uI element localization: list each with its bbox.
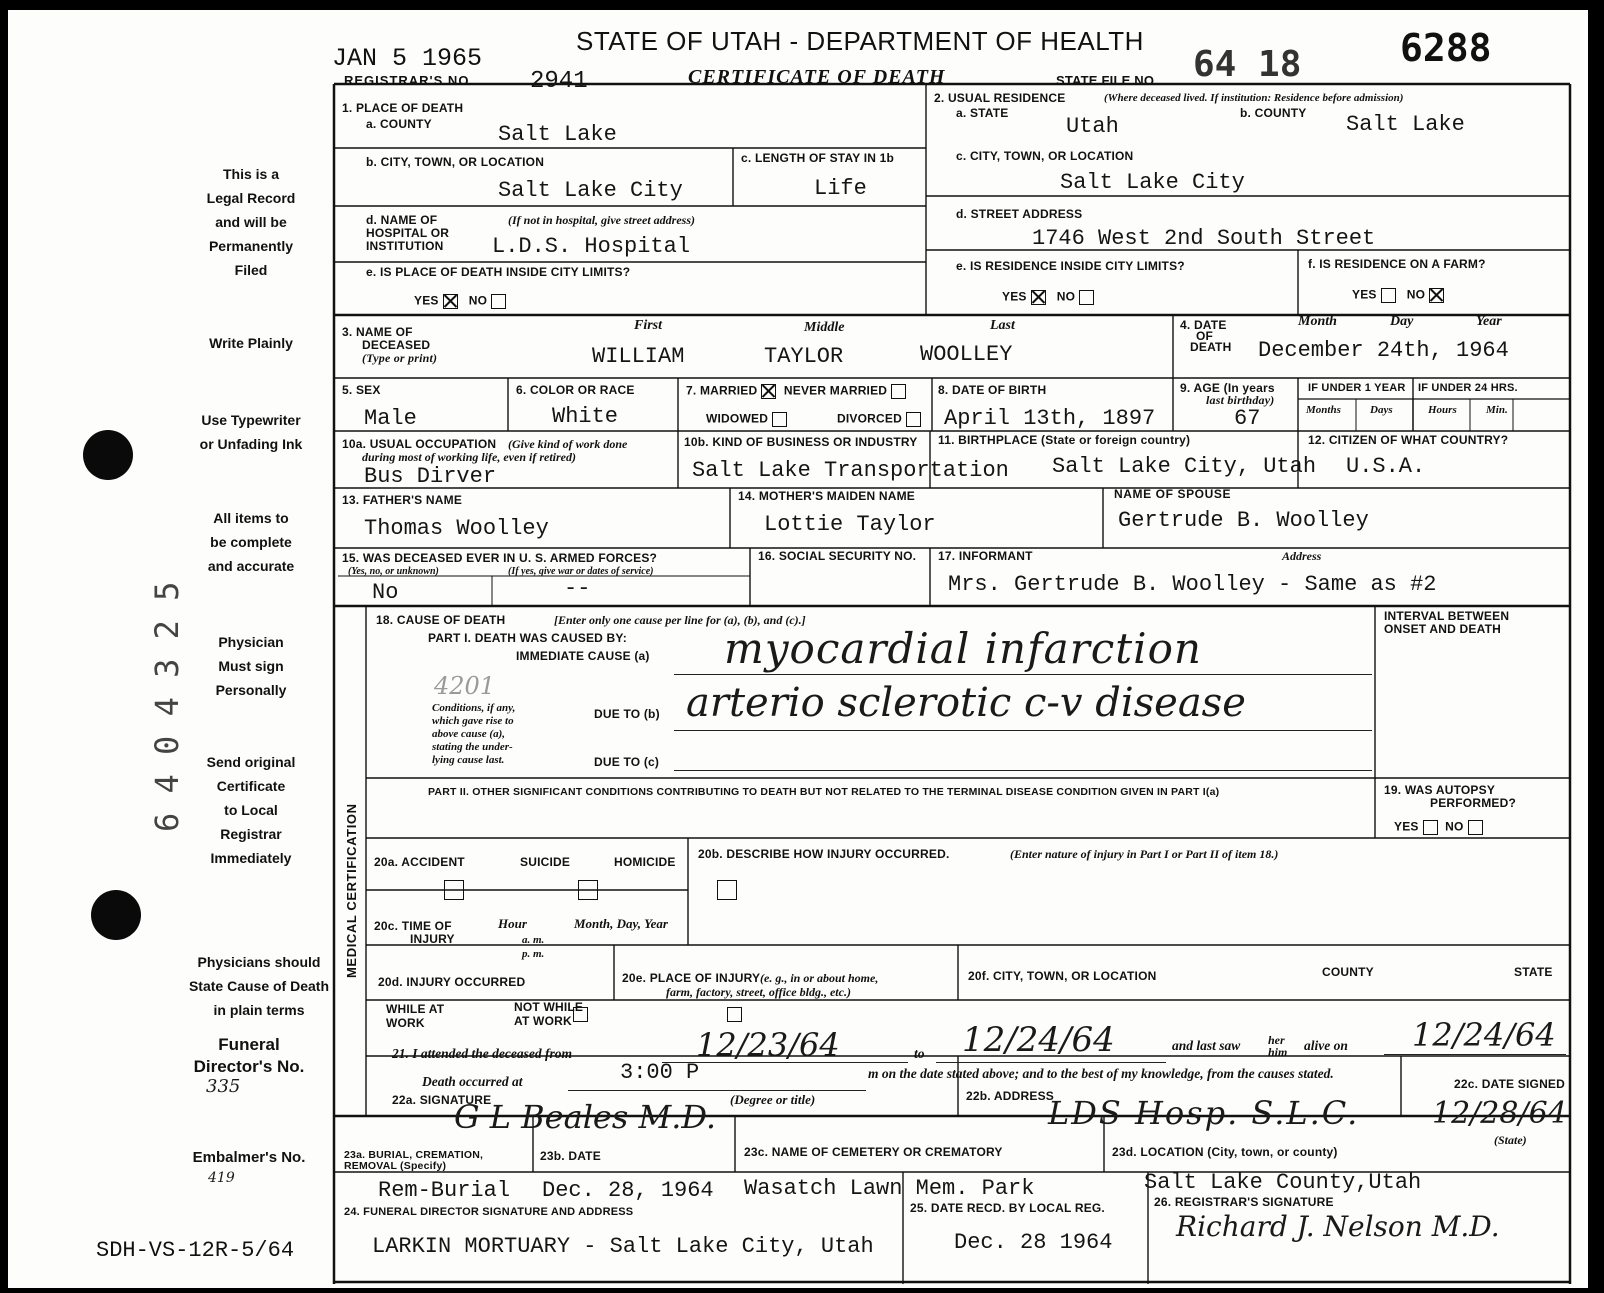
residence-city: Salt Lake City (1060, 170, 1245, 195)
yes-checkbox-checked[interactable] (443, 294, 458, 309)
yes-label: YES (414, 293, 439, 308)
date-signed: 12/28/64 (1432, 1096, 1567, 1131)
armed-forces-subgrid (334, 562, 754, 606)
residence-inside-city-label: e. IS RESIDENCE INSIDE CITY LIMITS? (956, 259, 1185, 273)
birthplace-label: 11. BIRTHPLACE (State or foreign country) (938, 433, 1191, 447)
cause-c-line (674, 770, 1372, 771)
last-seen-line (1384, 1054, 1566, 1055)
side-typewriter-line: Use Typewriter (201, 412, 301, 428)
form-number: SDH-VS-12R-5/64 (96, 1238, 295, 1263)
ssn-label: 16. SOCIAL SECURITY NO. (758, 549, 917, 563)
describe-injury-label: 20b. DESCRIBE HOW INJURY OCCURRED. (698, 847, 950, 861)
days-label: Days (1370, 404, 1393, 416)
immediate-cause-label: IMMEDIATE CAUSE (a) (516, 649, 650, 663)
residence-street-label: d. STREET ADDRESS (956, 207, 1083, 221)
suicide-label: SUICIDE (520, 855, 571, 869)
her-label: her (1268, 1033, 1285, 1047)
residence-city-label: c. CITY, TOWN, OR LOCATION (956, 149, 1134, 163)
side-cause-line: Physicians should (197, 954, 321, 970)
burial-label (344, 1150, 483, 1172)
interval-label-line: ONSET AND DEATH (1384, 622, 1501, 636)
widowed-label: WIDOWED (706, 411, 769, 426)
first-name: WILLIAM (592, 344, 685, 369)
side-note-send (176, 750, 326, 870)
sex-label: 5. SEX (342, 383, 381, 397)
armed-forces: No (372, 580, 399, 605)
yes-label: YES (1394, 819, 1419, 834)
side-note-write: Write Plainly (209, 335, 293, 351)
certificate-title: CERTIFICATE OF DEATH (688, 66, 946, 88)
cemetery-label: 23c. NAME OF CEMETERY OR CREMATORY (744, 1145, 1003, 1159)
yes-checkbox[interactable] (1423, 820, 1438, 835)
citizenship: U.S.A. (1346, 454, 1426, 479)
date-of-death-label-line: 4. DATE (1180, 318, 1227, 332)
date-received: Dec. 28 1964 (954, 1230, 1113, 1255)
interval-label-line: INTERVAL BETWEEN (1384, 609, 1510, 623)
never-married-label: NEVER MARRIED (783, 383, 888, 398)
side-complete-line: All items to (213, 510, 289, 526)
middle-name-label: Middle (804, 320, 845, 335)
mother-name: Lottie Taylor (764, 512, 936, 537)
attended-label: 21. I attended the deceased from (392, 1046, 572, 1061)
day-label: Day (1390, 314, 1414, 329)
cause-instruction: [Enter only one cause per line for (a), (b), and (c).] (554, 613, 806, 627)
conditions-line: lying cause last. (432, 754, 505, 766)
side-embalmer: Embalmer's No. (192, 1149, 306, 1166)
him-label: him (1268, 1045, 1288, 1059)
vertical-film-number: 6 4 0 4 3 2 5 (148, 581, 186, 832)
burial-date-label: 23b. DATE (540, 1149, 601, 1163)
hospital-label-line: HOSPITAL OR (366, 226, 450, 240)
death-city-label: b. CITY, TOWN, OR LOCATION (366, 155, 545, 169)
certificate-number: 6288 (1400, 26, 1492, 70)
married-label: 7. MARRIED (686, 383, 758, 398)
side-legal-line: Filed (234, 262, 268, 278)
occupation-note-2: during most of working life, even if retired) (362, 450, 576, 464)
cause-of-death-label: 18. CAUSE OF DEATH (376, 613, 506, 627)
part-1-label: PART I. DEATH WAS CAUSED BY: (428, 631, 627, 645)
time-of-injury-line: 20c. TIME OF (374, 919, 452, 933)
injury-occurred-label: 20d. INJURY OCCURRED (378, 975, 526, 989)
attestation-text: m on the date stated above; and to the best of my knowledge, from the causes stated. (868, 1066, 1334, 1081)
attended-to: 12/24/64 (962, 1020, 1115, 1060)
death-time: 3:00 P (620, 1060, 700, 1085)
deceased-name-label-line: (Type or print) (362, 351, 438, 365)
burial-location-label: 23d. LOCATION (City, town, or county) (1112, 1145, 1338, 1159)
burial-label-line: REMOVAL (Specify) (344, 1160, 447, 1172)
year-label: Year (1476, 314, 1502, 329)
death-time-line (568, 1090, 866, 1091)
under-24-hrs-label: IF UNDER 24 HRS. (1418, 382, 1518, 394)
deceased-name-label-line: DECEASED (362, 338, 431, 352)
side-complete-line: be complete (210, 534, 292, 550)
occupation-note-1: (Give kind of work done (508, 437, 628, 451)
no-checkbox-checked[interactable] (1429, 288, 1444, 303)
marital-status-row2 (706, 412, 925, 427)
funeral-director-label: 24. FUNERAL DIRECTOR SIGNATURE AND ADDRESS (344, 1206, 634, 1218)
no-label: NO (468, 293, 488, 308)
last-saw-label: and last saw (1172, 1038, 1241, 1053)
hospital-label (366, 214, 449, 253)
side-physician-line: Physician (218, 634, 284, 650)
yes-label: YES (1352, 287, 1377, 302)
conditions-note (432, 702, 515, 767)
month-label: Month (1298, 314, 1337, 329)
armed-forces-note: (Yes, no, or unknown) (348, 566, 439, 577)
mother-label: 14. MOTHER'S MAIDEN NAME (738, 489, 916, 503)
time-of-injury-line: INJURY (410, 932, 455, 946)
side-cause-line: in plain terms (213, 1002, 305, 1018)
state-file-label: STATE FILE NO. (1056, 73, 1158, 88)
hours-label: Hours (1428, 404, 1457, 416)
death-occurred-label: Death occurred at (422, 1074, 523, 1089)
accident-label: 20a. ACCIDENT (374, 855, 465, 869)
medical-certification-label: MEDICAL CERTIFICATION (344, 803, 359, 978)
side-physician-line: Personally (215, 682, 287, 698)
side-send-line: to Local (224, 802, 278, 818)
death-inside-city-label: e. IS PLACE OF DEATH INSIDE CITY LIMITS? (366, 265, 631, 279)
war-note: (If yes, give war or dates of service) (508, 566, 654, 577)
last-name-label: Last (990, 318, 1015, 333)
injury-city-label: 20f. CITY, TOWN, OR LOCATION (968, 969, 1157, 983)
funeral-director: LARKIN MORTUARY - Salt Lake City, Utah (372, 1234, 874, 1259)
date-of-birth: April 13th, 1897 (944, 406, 1156, 431)
side-note-physician (176, 630, 326, 702)
spouse-name: Gertrude B. Woolley (1118, 508, 1369, 533)
physician-address: LDS Hosp. S.L.C. (1048, 1094, 1360, 1132)
autopsy-label-line: PERFORMED? (1430, 796, 1516, 810)
side-legal-line: and will be (215, 214, 287, 230)
citizen-label: 12. CITIZEN OF WHAT COUNTRY? (1308, 433, 1509, 447)
informant: Mrs. Gertrude B. Woolley - Same as #2 (948, 572, 1437, 597)
yes-checkbox[interactable] (1381, 288, 1396, 303)
attended-to-line (936, 1062, 1166, 1063)
am-label: a. m. (522, 934, 545, 946)
hospital-note: (If not in hospital, give street address) (508, 213, 696, 227)
age-label-line: 9. AGE (In years (1180, 381, 1275, 395)
hour-label: Hour (498, 916, 527, 931)
due-to-c-label: DUE TO (c) (594, 755, 660, 769)
side-complete-line: and accurate (207, 558, 295, 574)
side-physician-line: Must sign (218, 658, 284, 674)
suicide-checkbox[interactable] (578, 880, 598, 900)
due-to-b-label: DUE TO (b) (594, 707, 660, 721)
residence-street: 1746 West 2nd South Street (1032, 226, 1376, 251)
father-label: 13. FATHER'S NAME (342, 493, 463, 507)
side-note-complete (176, 506, 326, 578)
length-of-stay: Life (814, 176, 867, 201)
age-label (1180, 382, 1275, 406)
sex: Male (364, 406, 417, 431)
certificate-sheet (8, 10, 1588, 1288)
side-send-line: Send original (206, 754, 296, 770)
hospital-name: L.D.S. Hospital (492, 234, 691, 259)
age: 67 (1234, 406, 1261, 431)
residence-county-label: b. COUNTY (1240, 106, 1307, 120)
pm-label: p. m. (522, 948, 545, 960)
residence-county: Salt Lake (1346, 112, 1465, 137)
no-label: NO (1406, 287, 1426, 302)
residence-state-label: a. STATE (956, 106, 1009, 120)
date-of-death: December 24th, 1964 (1258, 338, 1509, 363)
her-him-label (1268, 1034, 1287, 1058)
birthplace: Salt Lake City, Utah (1052, 454, 1317, 479)
age-subgrid (1298, 398, 1570, 431)
middle-name: TAYLOR (764, 344, 844, 369)
attended-from: 12/23/64 (696, 1026, 840, 1064)
burial-label-line: 23a. BURIAL, CREMATION, (344, 1149, 484, 1161)
autopsy-label-line: 19. WAS AUTOPSY (1384, 783, 1496, 797)
date-signed-label: 22c. DATE SIGNED (1454, 1077, 1566, 1091)
side-note-typewriter (176, 408, 326, 456)
burial-state-note: (State) (1494, 1133, 1527, 1147)
business-label: 10b. KIND OF BUSINESS OR INDUSTRY (684, 435, 918, 449)
usual-residence-note: (Where deceased lived. If institution: Residence before admission) (1104, 92, 1404, 104)
no-checkbox[interactable] (1079, 290, 1094, 305)
no-checkbox[interactable] (491, 294, 506, 309)
divorced-checkbox[interactable] (906, 412, 921, 427)
residence-farm-choices (1352, 288, 1448, 303)
place-of-injury-note-2: farm, factory, street, office bldg., etc.) (666, 985, 851, 999)
registrar-signature-label: 26. REGISTRAR'S SIGNATURE (1154, 1195, 1334, 1209)
usual-residence-label: 2. USUAL RESIDENCE (934, 91, 1066, 105)
side-funeral-line: Director's No. (193, 1057, 305, 1076)
autopsy-label (1384, 784, 1516, 810)
while-at-work-line: WORK (386, 1016, 425, 1030)
injury-county-label: COUNTY (1322, 965, 1374, 979)
alive-on-label: alive on (1304, 1038, 1348, 1053)
conditions-line: which gave rise to (432, 715, 514, 727)
date-of-death-label (1180, 320, 1231, 353)
not-while-at-work-line: AT WORK (514, 1014, 572, 1028)
armed-forces-label: 15. WAS DECEASED EVER IN U. S. ARMED FORCES? (342, 551, 658, 565)
side-typewriter-line: or Unfading Ink (199, 436, 303, 452)
conditions-line: stating the under- (432, 741, 513, 753)
cemetery: Wasatch Lawn Mem. Park (744, 1176, 1035, 1201)
death-inside-city-choices (414, 294, 510, 309)
place-of-injury-label: 20e. PLACE OF INJURY (622, 971, 761, 985)
side-legal-line: Permanently (208, 238, 294, 254)
funeral-director-no: 335 (206, 1076, 241, 1097)
cause-code: 4201 (434, 672, 496, 700)
hospital-label-line: INSTITUTION (366, 239, 444, 253)
side-send-line: Certificate (216, 778, 286, 794)
interval-label (1384, 610, 1509, 636)
autopsy-choices (1394, 820, 1487, 835)
no-checkbox[interactable] (1468, 820, 1483, 835)
embalmer-no: 419 (208, 1170, 235, 1186)
under-1-year-label: IF UNDER 1 YEAR (1308, 382, 1406, 394)
residence-inside-city-choices (1002, 290, 1098, 305)
place-of-injury-note-1: (e. g., in or about home, (760, 971, 879, 985)
dob-label: 8. DATE OF BIRTH (938, 383, 1047, 397)
death-county: Salt Lake (498, 122, 617, 147)
homicide-checkbox[interactable] (717, 880, 737, 900)
physician-signature: G L Beales M.D. (454, 1098, 717, 1136)
yes-checkbox-checked[interactable] (1031, 290, 1046, 305)
occupation-label: 10a. USUAL OCCUPATION (342, 437, 497, 451)
burial-date: Dec. 28, 1964 (542, 1178, 714, 1203)
place-of-death-label: 1. PLACE OF DEATH (342, 101, 464, 115)
month-day-year-label: Month, Day, Year (574, 916, 668, 931)
not-while-at-work-line: NOT WHILE (514, 1000, 584, 1014)
burial-type: Rem-Burial (378, 1178, 511, 1203)
last-seen-date: 12/24/64 (1412, 1016, 1556, 1054)
date-received-label: 25. DATE RECD. BY LOCAL REG. (910, 1201, 1105, 1215)
minutes-label: Min. (1486, 404, 1508, 416)
accident-checkbox[interactable] (444, 880, 464, 900)
cause-b: arterio sclerotic c-v disease (686, 680, 1246, 726)
part-2-label: PART II. OTHER SIGNIFICANT CONDITIONS CONTRIBUTING TO DEATH BUT NOT RELATED TO THE TERMINAL DISEASE CONDITION GIVEN IN PART I(a) (428, 786, 1220, 798)
registrar-signature: Richard J. Nelson M.D. (1176, 1210, 1500, 1243)
registrar-no-label: REGISTRAR'S NO. (344, 73, 475, 88)
state-file-no: 64 18 (1193, 44, 1302, 85)
conditions-line: above cause (a), (432, 728, 506, 740)
race: White (552, 404, 619, 429)
homicide-label: HOMICIDE (614, 855, 676, 869)
side-note-legal (176, 162, 326, 282)
war-service: -- (564, 576, 591, 601)
residence-state: Utah (1066, 114, 1119, 139)
married-checkbox-checked[interactable] (761, 384, 776, 399)
months-label: Months (1306, 404, 1341, 416)
side-funeral-director (174, 1034, 324, 1078)
side-funeral-line: Funeral (218, 1035, 280, 1054)
injury-state-label: STATE (1514, 965, 1553, 979)
yes-label: YES (1002, 289, 1027, 304)
no-label: NO (1056, 289, 1076, 304)
residence-farm-label: f. IS RESIDENCE ON A FARM? (1308, 257, 1486, 271)
length-of-stay-label: c. LENGTH OF STAY IN 1b (741, 151, 895, 165)
not-while-at-work-checkbox[interactable] (727, 1007, 742, 1022)
death-city: Salt Lake City (498, 178, 683, 203)
hospital-label-line: d. NAME OF (366, 213, 438, 227)
father-name: Thomas Woolley (364, 516, 549, 541)
no-label: NO (1445, 819, 1464, 834)
never-married-checkbox[interactable] (891, 384, 906, 399)
registrar-no: 2941 (530, 68, 588, 95)
signature-label: 22a. SIGNATURE (392, 1093, 492, 1107)
physician-address-label: 22b. ADDRESS (966, 1089, 1054, 1103)
received-stamp-date: JAN 5 1965 (332, 44, 483, 73)
informant-address-label: Address (1282, 549, 1322, 563)
while-at-work-line: WHILE AT (386, 1002, 445, 1016)
department-title: STATE OF UTAH - DEPARTMENT OF HEALTH (576, 26, 1144, 56)
informant-label: 17. INFORMANT (938, 549, 1033, 563)
deceased-name-label (342, 326, 437, 364)
side-note-cause (174, 950, 344, 1022)
widowed-checkbox[interactable] (772, 412, 787, 427)
conditions-line: Conditions, if any, (432, 702, 516, 714)
first-name-label: First (634, 318, 663, 333)
date-of-death-label-line: OF (1196, 329, 1214, 343)
cause-a-line (674, 674, 1372, 675)
side-legal-line: This is a (222, 166, 280, 182)
race-label: 6. COLOR OR RACE (516, 383, 635, 397)
degree-label: (Degree or title) (730, 1092, 816, 1107)
divorced-label: DIVORCED (837, 411, 902, 426)
immediate-cause: myocardial infarction (724, 624, 1202, 673)
describe-injury-note: (Enter nature of injury in Part I or Part II of item 18.) (1010, 847, 1279, 861)
deceased-name-label-line: 3. NAME OF (342, 325, 413, 339)
to-label: to (914, 1046, 925, 1061)
marital-status-row1 (686, 384, 910, 399)
cause-b-line (674, 730, 1372, 731)
side-legal-line: Legal Record (206, 190, 296, 206)
spouse-label: NAME OF SPOUSE (1114, 487, 1232, 501)
death-county-label: a. COUNTY (366, 117, 432, 131)
time-of-injury-label (374, 920, 455, 946)
burial-location: Salt Lake County,Utah (1144, 1170, 1422, 1195)
business: Salt Lake Transportation (692, 458, 1009, 483)
side-send-line: Registrar (220, 826, 282, 842)
last-name: WOOLLEY (920, 342, 1013, 367)
occupation: Bus Dirver (364, 464, 497, 489)
date-of-death-label-line: DEATH (1190, 340, 1232, 354)
side-cause-line: State Cause of Death (188, 978, 330, 994)
age-label-line: last birthday) (1206, 393, 1275, 407)
side-send-line: Immediately (210, 850, 292, 866)
